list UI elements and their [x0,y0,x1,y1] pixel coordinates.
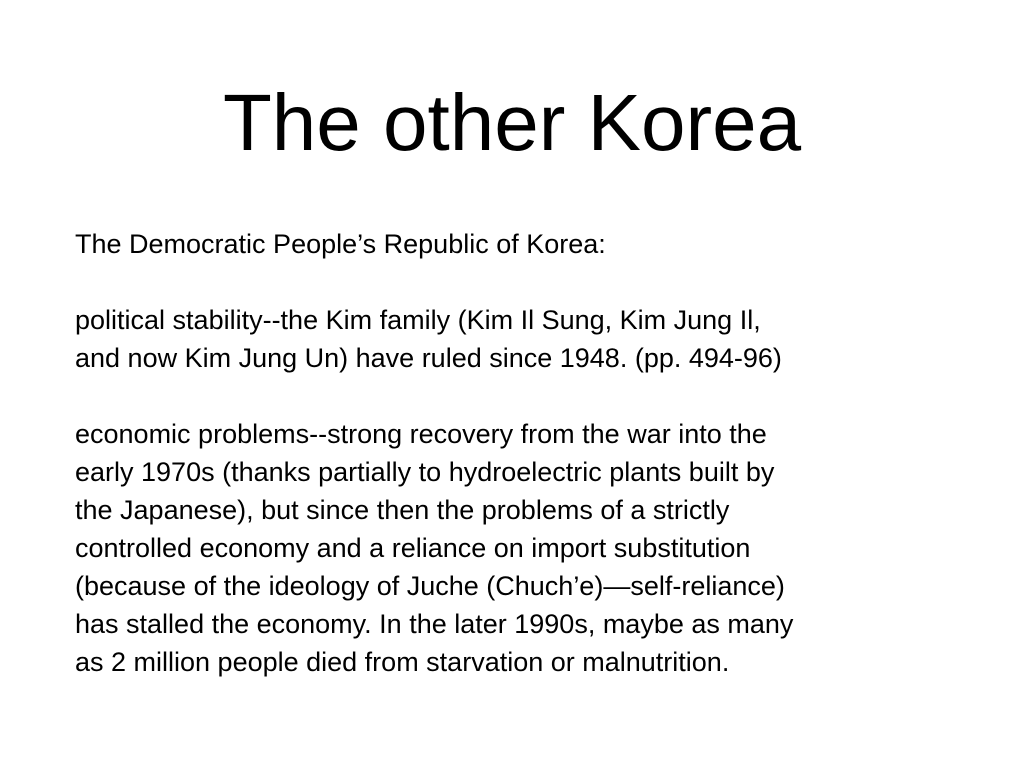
paragraph-heading: The Democratic People’s Republic of Korea: [75,229,606,259]
paragraph-economic-problems: economic problems--strong recovery from the war into the early 1970s (thanks partially to hydroelectric plants built by the Japanese), but since then the problems of a strictly controlled economy and a reliance on import substitution (because of the ideology of Juche (Chuch’e)—self-reliance) has stalled the economy. In the later 1990s, maybe as many as 2 million people died from starvation or malnutrition. [75,419,794,677]
slide-title: The other Korea [222,78,802,167]
paragraph-political-stability: political stability--the Kim family (Kim Il Sung, Kim Jung Il, and now Kim Jung Un) have ruled since 1948. (pp. 494-96) [75,305,782,373]
slide-body [75,225,975,681]
